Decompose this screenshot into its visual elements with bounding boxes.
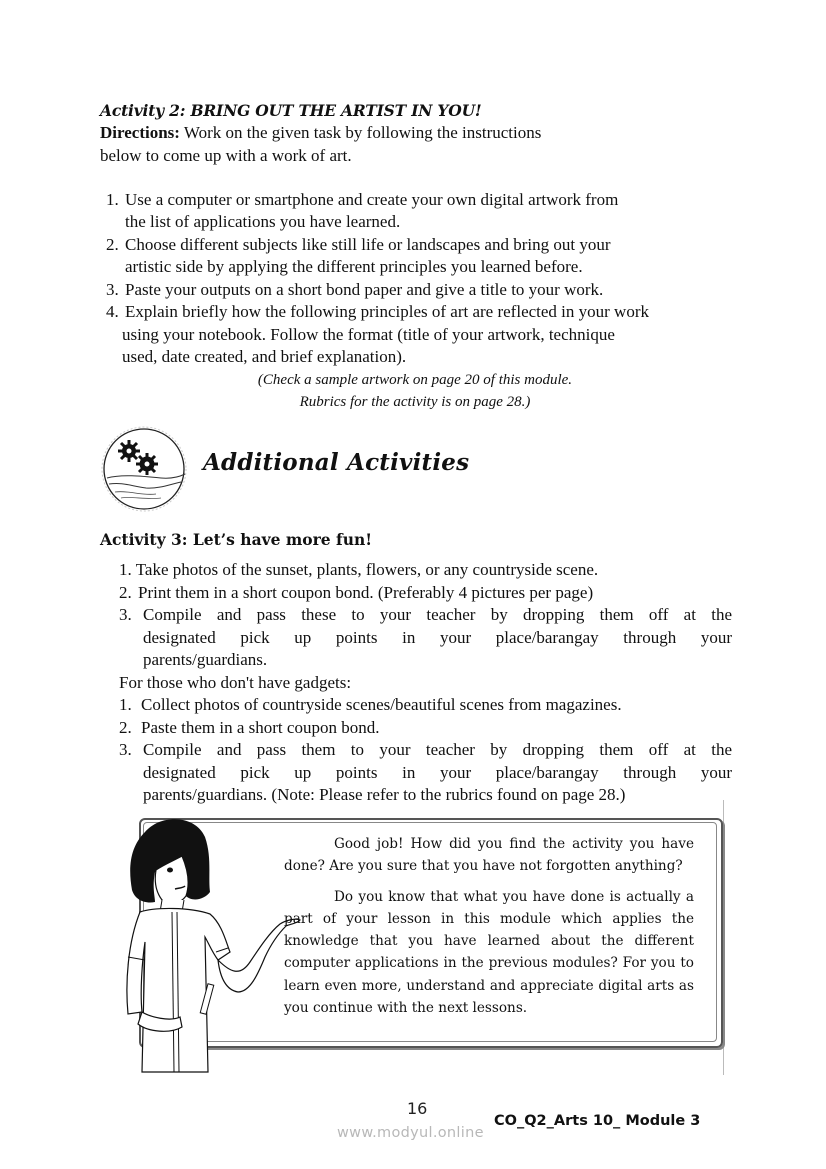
list-item: 1. Take photos of the sunset, plants, flowers, or any countryside scene. [119, 560, 599, 579]
message-paragraph-2: Do you know that what you have done is actually a part of your lesson in this module which applies the knowledge that you have learned about the different computer applications in the previous modules? For you to learn even more, understand and appreciate digital arts as you continue with the next lessons. [284, 888, 694, 1017]
list-item: 1. Use a computer or smartphone and create your own digital artwork from [106, 190, 619, 209]
activity2-directions-line2: below to come up with a work of art. [100, 146, 352, 165]
list-item: 3. [119, 740, 132, 759]
directions-label: Directions: [100, 123, 180, 142]
module-code: CO_Q2_Arts 10_ Module 3 [494, 1113, 701, 1129]
list-item-continuation: parents/guardians. [143, 650, 268, 669]
list-item-text: Paste your outputs on a short bond paper and give a title to your work. [125, 280, 604, 299]
list-item-text: Choose different subjects like still life or landscapes and bring out your [125, 235, 611, 254]
list-item-text: Compile and pass these to your teacher by dropping them off at the [143, 605, 732, 624]
list-item: 2. Paste them in a short coupon bond. [119, 718, 380, 737]
list-item: 3. Paste your outputs on a short bond paper and give a title to your work. [106, 280, 604, 299]
list-item-continuation: using your notebook. Follow the format (title of your artwork, technique [122, 325, 615, 344]
list-item-text: Take photos of the sunset, plants, flowers, or any countryside scene. [135, 560, 599, 579]
section-title: Additional Activities [203, 449, 470, 476]
watermark: www.modyul.online [337, 1125, 484, 1141]
list-item: 4. Explain briefly how the following principles of art are reflected in your work [106, 302, 649, 321]
activity2-title: Activity 2: BRING OUT THE ARTIST IN YOU! [100, 101, 482, 120]
directions-text: Work on the given task by following the instructions [179, 123, 542, 142]
message-paragraph-1: Good job! How did you find the activity you have done? Are you sure that you have not forgotten anything? [284, 836, 694, 875]
list-item-text: Paste them in a short coupon bond. [141, 718, 380, 737]
list-item-text: Compile and pass them to your teacher by dropping them off at the [143, 740, 732, 759]
list-item: 2. Choose different subjects like still life or landscapes and bring out your [106, 235, 611, 254]
list-item-continuation: artistic side by applying the different principles you learned before. [125, 257, 583, 276]
list-item-continuation: designated pick up points in your place/barangay through your [143, 763, 732, 782]
list-item-continuation: designated pick up points in your place/barangay through your [143, 628, 732, 647]
gears-in-hand-icon [101, 426, 187, 512]
list-item-continuation: the list of applications you have learned. [125, 212, 401, 231]
activity2-directions-line1 [100, 121, 660, 144]
list-item-continuation: parents/guardians. (Note: Please refer to the rubrics found on page 28.) [143, 785, 626, 804]
list-item: 3. [119, 605, 132, 624]
activity3-title: Activity 3: Let’s have more fun! [100, 530, 373, 549]
teacher-pointing-illustration [100, 812, 310, 1082]
no-gadgets-label: For those who don't have gadgets: [119, 673, 352, 692]
list-item: 1. Collect photos of countryside scenes/beautiful scenes from magazines. [119, 695, 622, 714]
list-item-text: Explain briefly how the following principles of art are reflected in your work [125, 302, 649, 321]
list-item-text: Print them in a short coupon bond. (Preferably 4 pictures per page) [138, 583, 594, 602]
margin-line [723, 800, 724, 1075]
page-number: 16 [407, 1099, 428, 1118]
list-item: 2. Print them in a short coupon bond. (Preferably 4 pictures per page) [119, 583, 594, 602]
list-item-text: Use a computer or smartphone and create your own digital artwork from [125, 190, 619, 209]
message-box-text [284, 833, 694, 1019]
activity2-note-line1: (Check a sample artwork on page 20 of this module. [257, 372, 573, 388]
list-item-continuation: used, date created, and brief explanation). [122, 347, 407, 366]
list-item-text: Collect photos of countryside scenes/beautiful scenes from magazines. [141, 695, 622, 714]
activity2-note-line2: Rubrics for the activity is on page 28.) [299, 394, 531, 410]
